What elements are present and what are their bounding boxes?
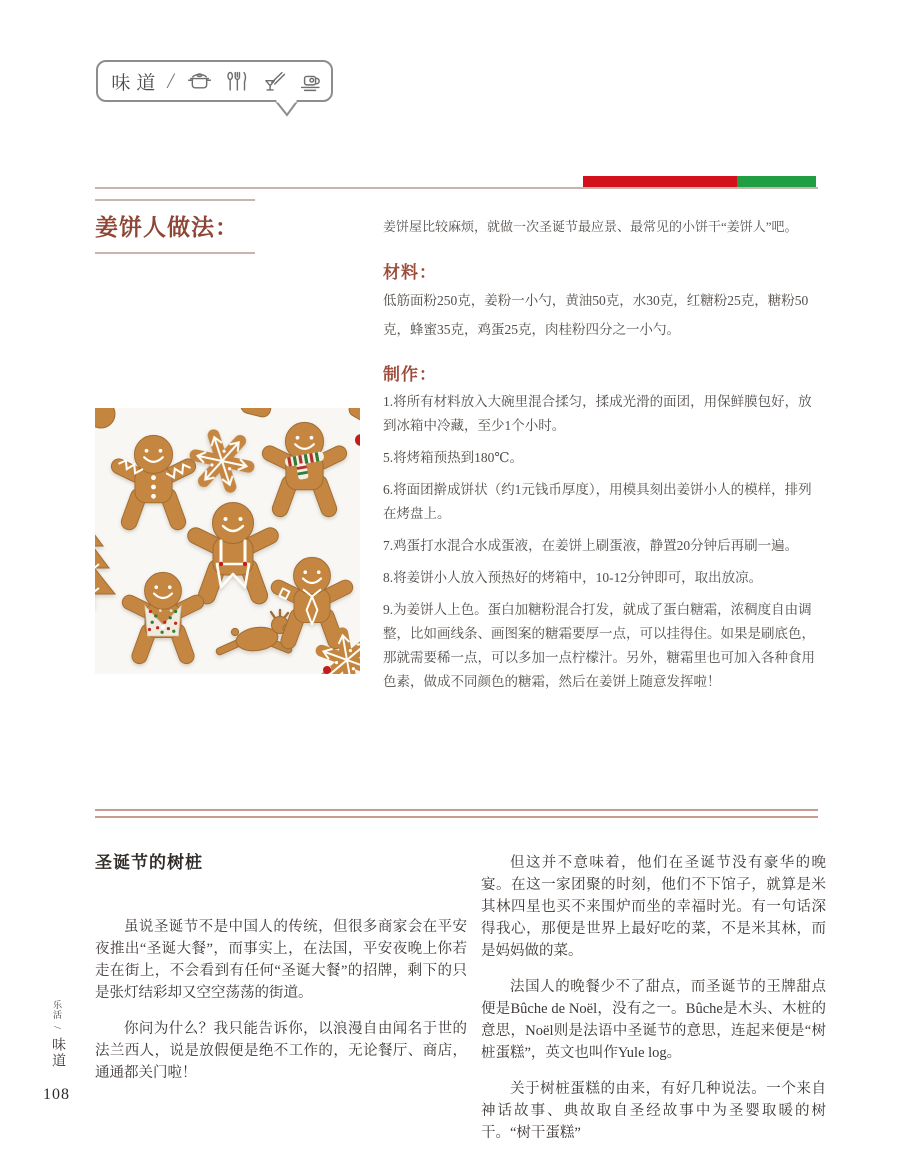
top-rule	[95, 187, 818, 189]
bottom-right-column	[481, 852, 826, 1150]
step-item: 1.将所有材料放入大碗里混合揉匀，揉成光滑的面团，用保鲜膜包好，放到冰箱中冷藏，至少1个小时。	[383, 394, 812, 433]
section-label: 味道	[111, 72, 162, 94]
section-divider	[95, 809, 818, 818]
article-intro: 姜饼屋比较麻烦，就做一次圣诞节最应景、最常见的小饼干“姜饼人”吧。	[383, 219, 798, 234]
materials-heading: 材料：	[383, 263, 437, 282]
section-name: 味道	[50, 1037, 65, 1070]
accent-block-green	[737, 176, 816, 187]
pot-icon	[186, 68, 213, 95]
bottom-left-column	[95, 852, 467, 1098]
paragraph: 关于树桩蛋糕的由来，有好几种说法。一个来自神话故事、典故取自圣经故事中为圣婴取暖的树干。“树干蛋糕”	[481, 1081, 826, 1141]
steps-heading: 制作：	[383, 365, 437, 384]
paragraph: 你问为什么？我只能告诉你，以浪漫自由闻名于世的法兰西人，说是放假便是绝不工作的，无论餐厅、商店，通通都关门啦！	[95, 1021, 467, 1081]
coffee-cup-icon	[297, 68, 324, 95]
bubble-separator: /	[167, 68, 174, 93]
cutlery-icon	[223, 68, 250, 95]
steps-list	[383, 390, 825, 702]
accent-block-red	[583, 176, 737, 187]
magazine-name: 乐活	[52, 1000, 62, 1020]
bubble-tail	[274, 100, 300, 117]
step-item: 8.将姜饼小人放入预热好的烤箱中，10-12分钟即可，取出放凉。	[383, 570, 763, 585]
materials-text: 低筋面粉250克，姜粉一小勺，黄油50克，水30克，红糖粉25克，糖粉50克，蜂蜜35克，鸡蛋25克，肉桂粉四分之一小勺。	[383, 293, 809, 337]
bottom-heading: 圣诞节的树桩	[95, 853, 203, 872]
cocktail-icon	[260, 68, 287, 95]
paragraph: 法国人的晚餐少不了甜点，而圣诞节的王牌甜点便是Bûche de Noël，没有之一。Bûche是木头、木桩的意思，Noël则是法语中圣诞节的意思，连起来便是“树桩蛋糕”，英文也叫作Yule log。	[481, 979, 826, 1061]
article-title-box	[95, 199, 255, 254]
folio-section-label	[47, 1000, 67, 1092]
step-item: 9.为姜饼人上色。蛋白加糖粉混合打发，就成了蛋白糖霜，浓稠度自由调整，比如画线条、画图案的糖霜要厚一点，可以挂得住。如果是刷底色，那就需要稀一点，可以多加一点柠檬汁。另外，糖霜里也可加入各种食用色素，做成不同颜色的糖霜，然后在姜饼上随意发挥啦！	[383, 602, 815, 689]
step-item: 5.将烤箱预热到180℃。	[383, 450, 523, 465]
article-title: 姜饼人做法：	[95, 215, 239, 240]
folio-separator: /	[51, 1026, 63, 1032]
step-item: 6.将面团擀成饼状（约1元钱币厚度），用模具刻出姜饼小人的模样，排列在烤盘上。	[383, 482, 812, 521]
paragraph: 但这并不意味着，他们在圣诞节没有豪华的晚宴。在这一家团聚的时刻，他们不下馆子，就算是米其林四星也买不来围炉而坐的幸福时光。有一句话深得我心，那便是世界上最好吃的菜，不是米其林，而是妈妈做的菜。	[481, 855, 826, 959]
photo-gingerbread-cookies	[95, 408, 360, 674]
paragraph: 虽说圣诞节不是中国人的传统，但很多商家会在平安夜推出“圣诞大餐”，而事实上，在法国，平安夜晚上你若走在街上，不会看到有任何“圣诞大餐”的招牌，剩下的只是张灯结彩却又空空荡荡的街道。	[95, 919, 467, 1001]
page-number: 108	[43, 1086, 70, 1103]
step-item: 7.鸡蛋打水混合水成蛋液，在姜饼上刷蛋液，静置20分钟后再刷一遍。	[383, 538, 799, 553]
section-bubble	[96, 60, 333, 102]
